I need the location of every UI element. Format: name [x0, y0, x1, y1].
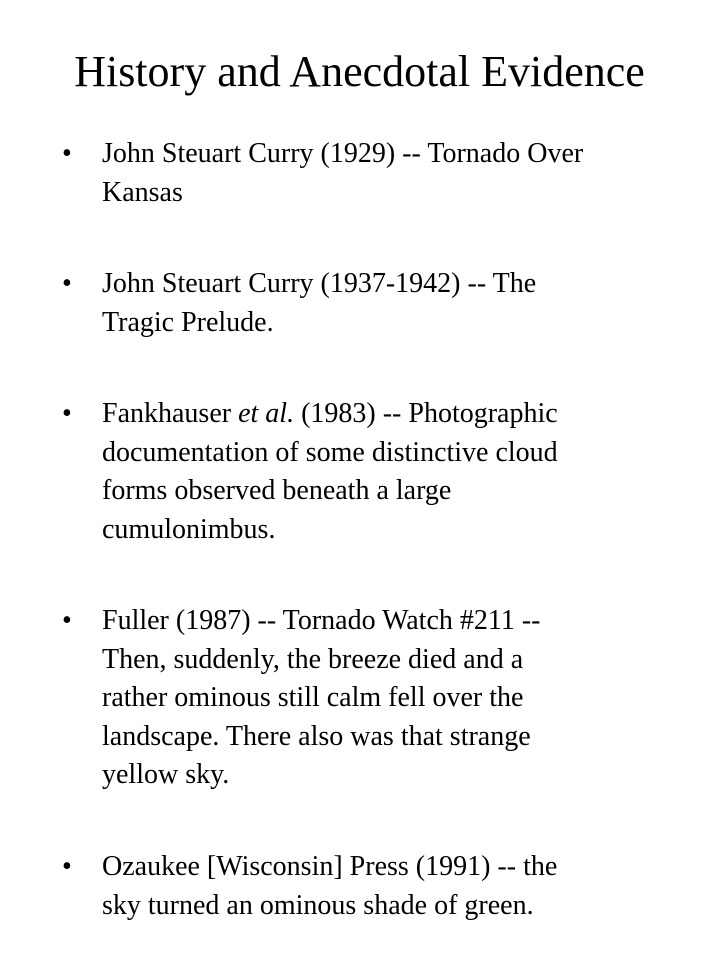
bullet-line: sky turned an ominous shade of green. — [102, 889, 534, 921]
bullet-line: yellow sky. — [102, 759, 230, 790]
bullet-line: John Steuart Curry (1929) -- Tornado Over — [102, 138, 584, 169]
author-name: Fankhauser — [102, 398, 239, 429]
bullet-line — [102, 395, 662, 434]
bullet-marker: • — [62, 138, 72, 169]
bullet-line: forms observed beneath a large — [102, 475, 452, 506]
citation-rest: (1983) -- Photographic — [294, 398, 558, 429]
bullet-text — [102, 848, 662, 925]
bullet-marker: • — [62, 605, 72, 636]
bullet-text — [102, 395, 662, 549]
bullet-text — [102, 135, 662, 212]
bullet-line: John Steuart Curry (1937-1942) -- The — [102, 268, 537, 299]
bullet-marker: • — [62, 268, 72, 299]
bullet-line: Then, suddenly, the breeze died and a — [102, 643, 524, 675]
bullet-marker: • — [62, 398, 72, 429]
bullet-text — [102, 602, 662, 795]
slide-title: History and Anecdotal Evidence — [74, 47, 645, 96]
bullet-line: Ozaukee [Wisconsin] Press (1991) -- the — [102, 851, 558, 882]
bullet-line: Kansas — [102, 176, 183, 208]
bullet-line: landscape. There also was that strange — [102, 720, 531, 752]
et-al-italic: et al. — [238, 398, 295, 429]
bullet-line: rather ominous still calm fell over the — [102, 682, 524, 713]
bullet-text — [102, 265, 662, 342]
bullet-marker: • — [62, 851, 72, 882]
bullet-line: Tragic Prelude. — [102, 306, 274, 338]
bullet-line: cumulonimbus. — [102, 513, 276, 545]
bullet-line: Fuller (1987) -- Tornado Watch #211 -- — [102, 605, 541, 636]
bullet-line: documentation of some distinctive cloud — [102, 436, 558, 468]
